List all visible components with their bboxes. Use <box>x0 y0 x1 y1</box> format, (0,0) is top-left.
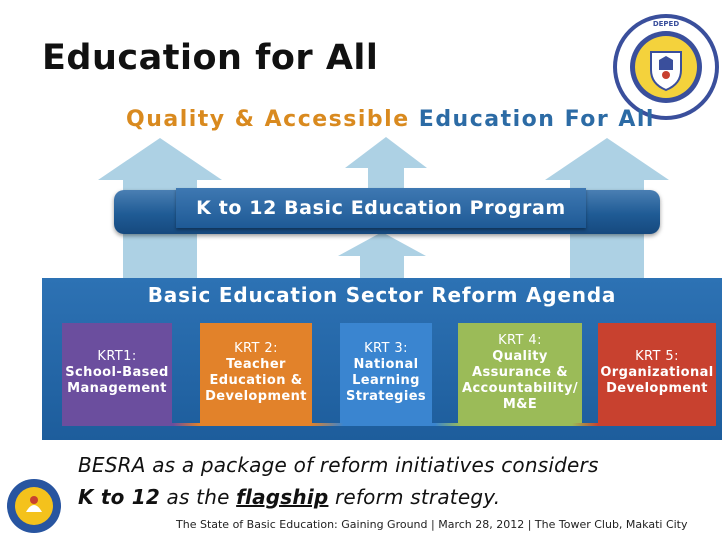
krt1-heading: KRT1: <box>97 349 137 364</box>
caption-k12: K to 12 <box>78 485 160 509</box>
efa-logo-icon <box>6 478 62 534</box>
caption-as: as the <box>159 485 237 509</box>
krt1-text: School-Based Management <box>65 365 169 396</box>
page-title: Education for All <box>42 38 379 78</box>
krt2-text: Teacher Education & Development <box>205 357 307 404</box>
caption-line1: BESRA as a package of reform initiatives considers <box>78 453 599 477</box>
headline-quality: Quality & Accessible <box>126 107 410 132</box>
center-top-arrow-icon <box>345 137 427 190</box>
k12-program-label: K to 12 Basic Education Program <box>176 188 586 228</box>
svg-text:DEPED: DEPED <box>652 20 680 28</box>
center-bottom-arrow-icon <box>338 232 426 278</box>
krt2-heading: KRT 2: <box>234 341 278 356</box>
krt4-text: Quality Assurance & Accountability/ M&E <box>461 349 578 412</box>
krt1-box <box>62 323 172 423</box>
krt-color-strip <box>62 423 716 426</box>
footer: The State of Basic Education: Gaining Ground | March 28, 2012 | The Tower Club, Makati City <box>176 518 688 531</box>
caption <box>78 449 599 513</box>
krt5-text: Organizational Development <box>600 365 714 396</box>
krt4-heading: KRT 4: <box>498 333 542 348</box>
krt2-box <box>200 323 312 423</box>
krt3-box <box>340 323 432 423</box>
krt5-box <box>598 323 716 423</box>
krt5-heading: KRT 5: <box>635 349 679 364</box>
krt3-heading: KRT 3: <box>364 341 408 356</box>
caption-end: reform strategy. <box>328 485 501 509</box>
headline-education: Education For All <box>409 107 655 132</box>
besra-title: Basic Education Sector Reform Agenda <box>147 283 617 307</box>
krt3-text: National Learning Strategies <box>345 357 427 404</box>
krt4-box <box>458 323 582 423</box>
caption-line2 <box>78 481 599 513</box>
caption-flagship: flagship <box>236 485 329 509</box>
